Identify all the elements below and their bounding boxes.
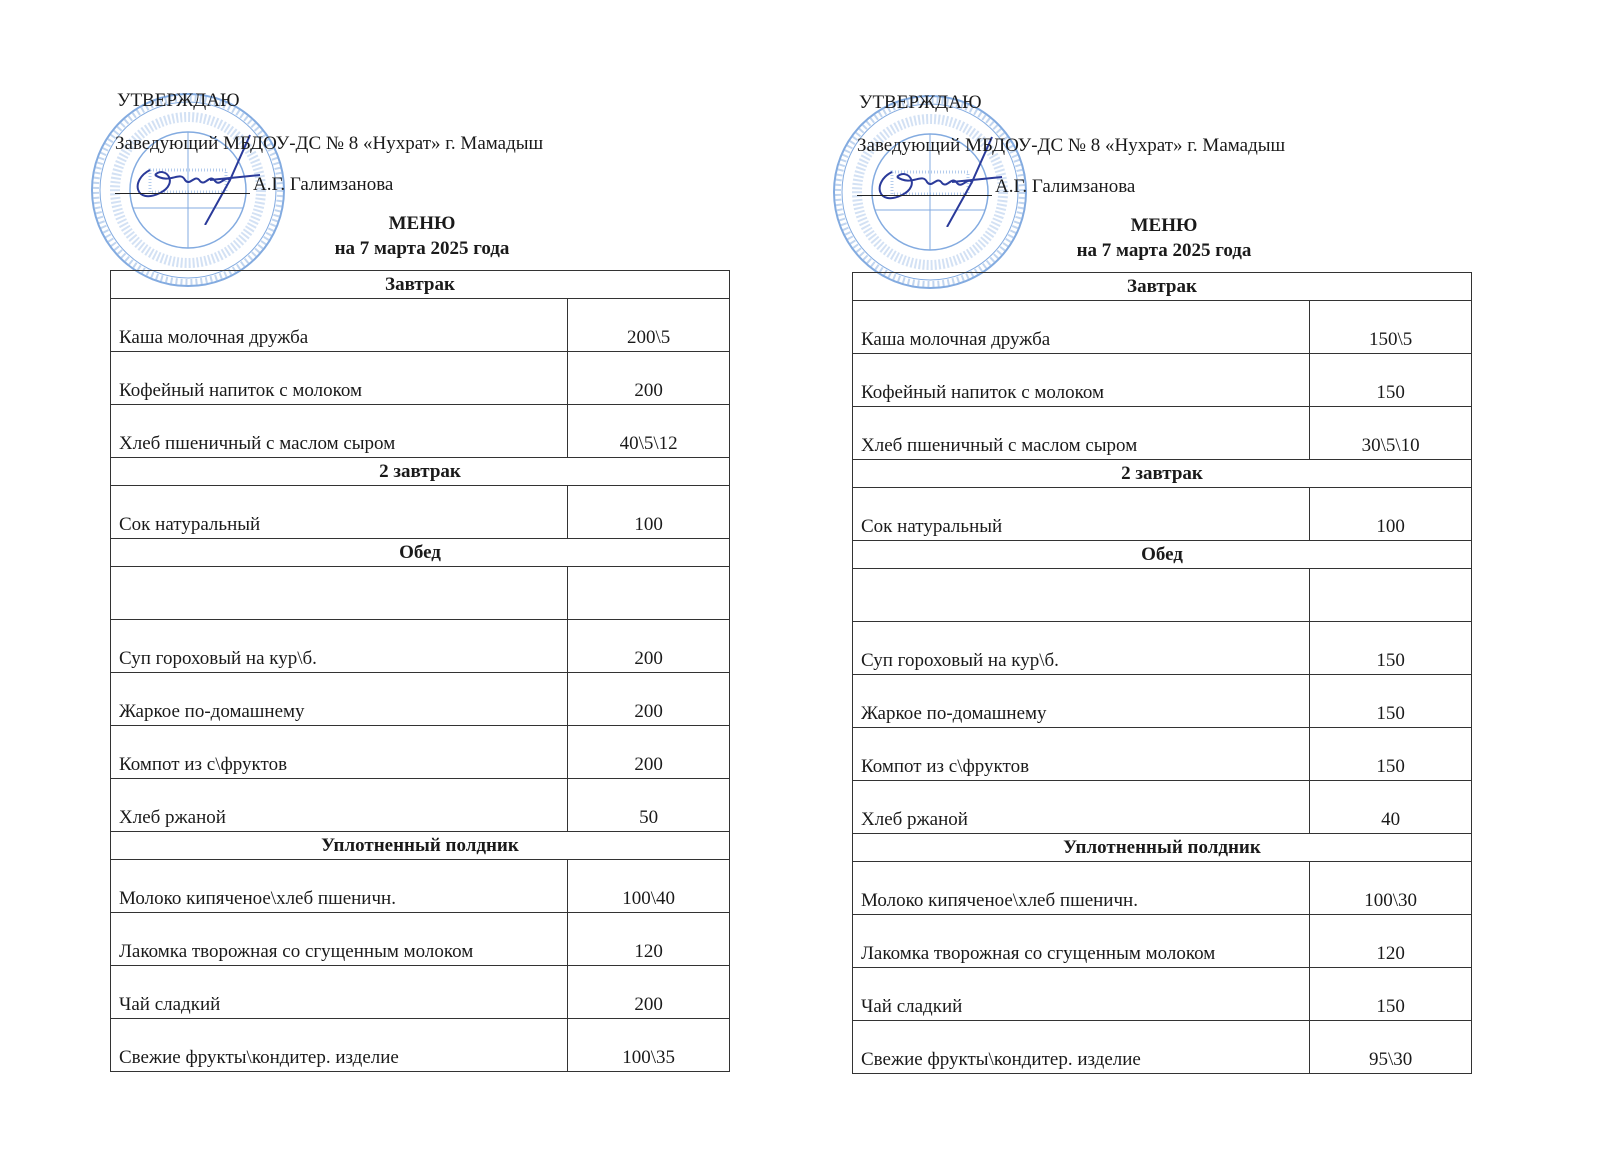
section-header-row	[853, 541, 1472, 569]
section-header-row	[853, 273, 1472, 301]
dish-name: Жаркое по-домашнему	[111, 673, 568, 726]
table-row	[853, 915, 1472, 968]
menu-title: МЕНЮ	[388, 213, 456, 234]
approve-label: УТВЕРЖДАЮ	[859, 92, 982, 113]
dish-portion: 100\35	[568, 1019, 730, 1072]
dish-portion: 100	[568, 486, 730, 539]
dish-name: Хлеб пшеничный с маслом сыром	[111, 405, 568, 458]
dish-name: Свежие фрукты\кондитер. изделие	[853, 1021, 1310, 1074]
dish-portion: 50	[568, 779, 730, 832]
menu-date: на 7 марта 2025 года	[334, 238, 510, 259]
dish-name: Хлеб ржаной	[853, 781, 1310, 834]
dish-name: Кофейный напиток с молоком	[111, 352, 568, 405]
section-title: Уплотненный полдник	[111, 832, 730, 860]
dish-portion: 150	[1310, 728, 1472, 781]
dish-portion	[1310, 569, 1472, 622]
signature-line	[857, 195, 992, 196]
dish-name: Каша молочная дружба	[111, 299, 568, 352]
dish-name: Чай сладкий	[853, 968, 1310, 1021]
dish-name: Сок натуральный	[853, 488, 1310, 541]
dish-name: Молоко кипяченое\хлеб пшеничн.	[853, 862, 1310, 915]
table-row	[853, 781, 1472, 834]
dish-portion: 200\5	[568, 299, 730, 352]
dish-portion: 100\40	[568, 860, 730, 913]
dish-name: Сок натуральный	[111, 486, 568, 539]
dish-portion: 40\5\12	[568, 405, 730, 458]
signatory-name: А.Г. Галимзанова	[995, 176, 1136, 197]
dish-name: Компот из с\фруктов	[853, 728, 1310, 781]
dish-portion: 150\5	[1310, 301, 1472, 354]
table-row	[853, 354, 1472, 407]
signatory-name: А.Г. Галимзанова	[253, 174, 394, 195]
table-row	[853, 1021, 1472, 1074]
table-row	[853, 675, 1472, 728]
dish-name: Свежие фрукты\кондитер. изделие	[111, 1019, 568, 1072]
dish-name: Чай сладкий	[111, 966, 568, 1019]
dish-name: Компот из с\фруктов	[111, 726, 568, 779]
section-title: Завтрак	[853, 273, 1472, 301]
section-title: Завтрак	[111, 271, 730, 299]
dish-portion: 200	[568, 726, 730, 779]
dish-portion: 120	[568, 913, 730, 966]
menu-title: МЕНЮ	[1130, 215, 1198, 236]
dish-portion: 150	[1310, 675, 1472, 728]
dish-name	[853, 569, 1310, 622]
table-row	[853, 862, 1472, 915]
dish-portion: 200	[568, 352, 730, 405]
dish-name: Каша молочная дружба	[853, 301, 1310, 354]
table-row	[853, 728, 1472, 781]
dish-name: Жаркое по-домашнему	[853, 675, 1310, 728]
dish-name: Суп гороховый на кур\б.	[111, 620, 568, 673]
dish-name: Лакомка творожная со сгущенным молоком	[111, 913, 568, 966]
dish-portion: 40	[1310, 781, 1472, 834]
dish-portion: 150	[1310, 968, 1472, 1021]
dish-portion: 30\5\10	[1310, 407, 1472, 460]
dish-portion: 120	[1310, 915, 1472, 968]
dish-name: Хлеб ржаной	[111, 779, 568, 832]
section-title: 2 завтрак	[853, 460, 1472, 488]
menu-date: на 7 марта 2025 года	[1076, 240, 1252, 261]
dish-portion: 200	[568, 966, 730, 1019]
dish-name: Молоко кипяченое\хлеб пшеничн.	[111, 860, 568, 913]
section-header-row	[853, 460, 1472, 488]
dish-portion: 200	[568, 673, 730, 726]
position-line: Заведующий МБДОУ-ДС № 8 «Нухрат» г. Мамадыш	[115, 133, 544, 154]
dish-name: Лакомка творожная со сгущенным молоком	[853, 915, 1310, 968]
section-title: Уплотненный полдник	[853, 834, 1472, 862]
table-row	[853, 968, 1472, 1021]
section-header-row	[853, 834, 1472, 862]
table-row	[853, 488, 1472, 541]
menu-table	[852, 272, 1472, 1074]
table-row	[853, 407, 1472, 460]
dish-portion: 150	[1310, 354, 1472, 407]
section-title: Обед	[111, 539, 730, 567]
dish-portion: 100\30	[1310, 862, 1472, 915]
approve-label: УТВЕРЖДАЮ	[117, 90, 240, 111]
section-title: Обед	[853, 541, 1472, 569]
dish-name: Кофейный напиток с молоком	[853, 354, 1310, 407]
dish-portion: 100	[1310, 488, 1472, 541]
table-row	[853, 569, 1472, 622]
dish-portion: 95\30	[1310, 1021, 1472, 1074]
dish-portion: 150	[1310, 622, 1472, 675]
section-title: 2 завтрак	[111, 458, 730, 486]
dish-portion: 200	[568, 620, 730, 673]
table-row	[853, 301, 1472, 354]
table-row	[853, 622, 1472, 675]
dish-name: Суп гороховый на кур\б.	[853, 622, 1310, 675]
position-line: Заведующий МБДОУ-ДС № 8 «Нухрат» г. Мамадыш	[857, 135, 1286, 156]
dish-name: Хлеб пшеничный с маслом сыром	[853, 407, 1310, 460]
